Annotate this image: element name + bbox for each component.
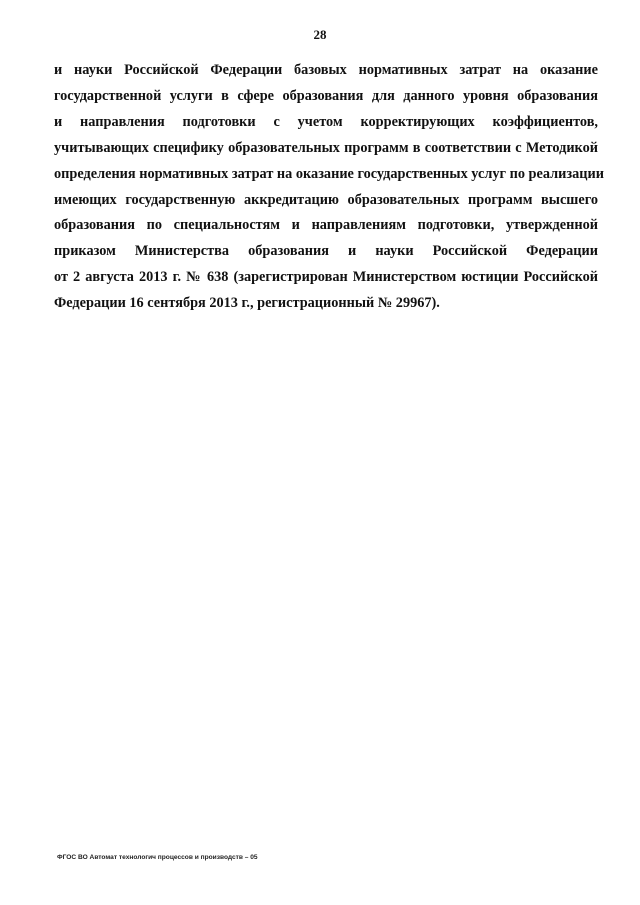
paragraph-line: Федерации 16 сентября 2013 г., регистрационный № 29967). (54, 295, 440, 312)
page-footer: ФГОС ВО Автомат технологич процессов и производств – 05 (57, 854, 258, 861)
paragraph-line: учитывающих специфику образовательных программ в соответствии с Методикой (54, 139, 598, 156)
paragraph-line: имеющих государственную аккредитацию образовательных программ высшего (54, 191, 598, 208)
paragraph-line: и направления подготовки с учетом корректирующих коэффициентов, (54, 113, 598, 130)
page-number: 28 (313, 27, 327, 42)
paragraph-line: от 2 августа 2013 г. № 638 (зарегистрирован Министерством юстиции Российской (54, 269, 598, 286)
paragraph-line: государственной услуги в сфере образования для данного уровня образования (54, 87, 598, 104)
paragraph-line: определения нормативных затрат на оказание государственных услуг по реализации (54, 165, 604, 182)
paragraph-line: образования по специальностям и направлениям подготовки, утвержденной (54, 217, 598, 234)
body-paragraph (54, 58, 604, 317)
paragraph-line: приказом Министерства образования и науки Российской Федерации (54, 243, 598, 260)
paragraph-line: и науки Российской Федерации базовых нормативных затрат на оказание (54, 62, 598, 78)
